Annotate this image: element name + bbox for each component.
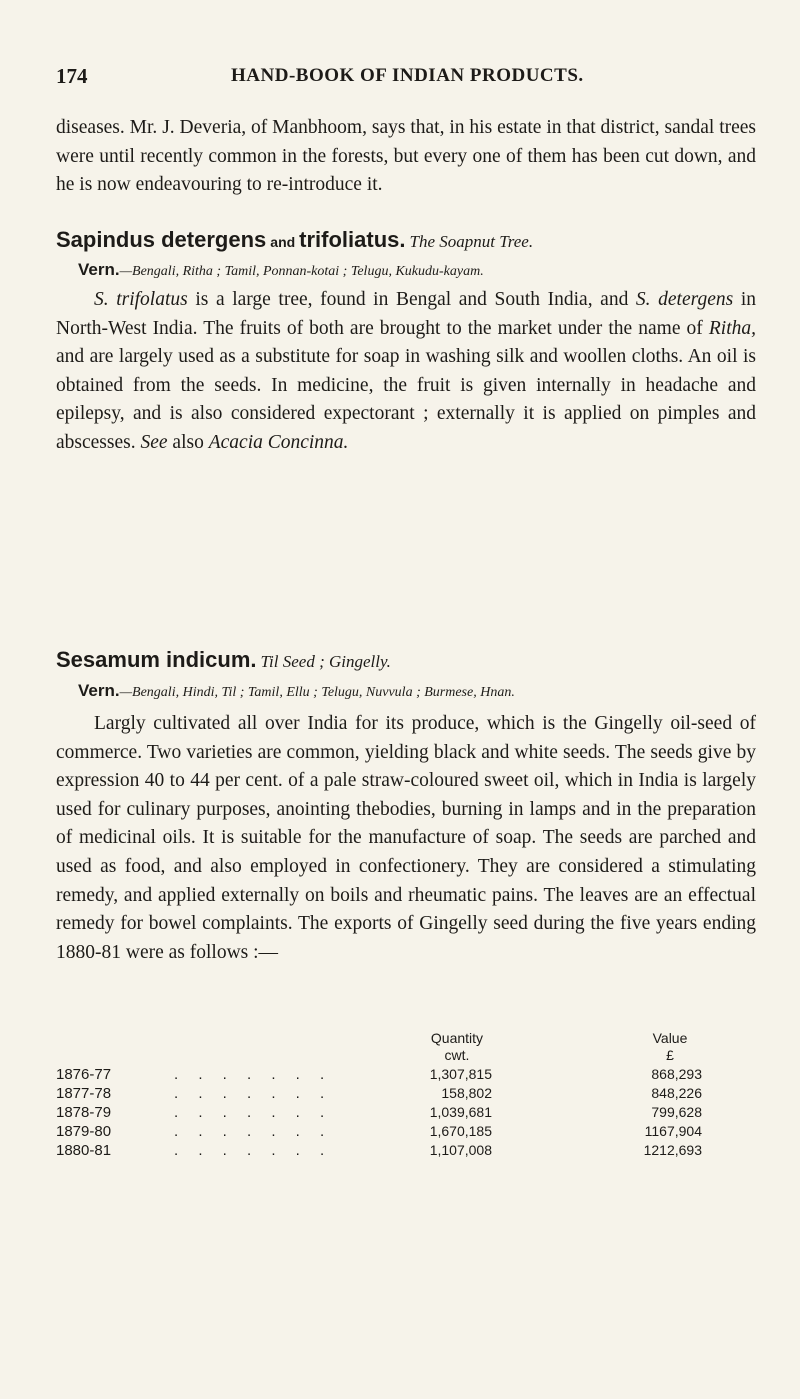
row-value: 868,293 [651, 1066, 702, 1082]
sapindus-text-2: in North-West India. The fruits of both are brought to the market under the name of [56, 289, 756, 339]
table-row [56, 1066, 756, 1084]
sapindus-ritha: Ritha, [708, 317, 756, 339]
sapindus-heading [56, 227, 533, 253]
sesamum-common-name: Til Seed ; Gingelly. [260, 652, 391, 671]
row-year: 1879-80 [56, 1123, 112, 1140]
table-row [56, 1104, 756, 1122]
sapindus-name-2: trifoliatus. [299, 227, 406, 252]
row-leader-dots: . . . . . . . [174, 1104, 333, 1121]
row-value: 1212,693 [643, 1142, 702, 1158]
sapindus-text-1: is a large tree, found in Bengal and South India, and [187, 289, 636, 310]
sesamum-heading [56, 647, 391, 673]
value-unit: £ [666, 1047, 674, 1063]
sapindus-name-1: Sapindus detergens [56, 227, 267, 252]
page-number: 174 [56, 64, 88, 88]
sapindus-see: See [140, 431, 168, 453]
row-quantity: 1,039,681 [429, 1104, 492, 1120]
table-row [56, 1142, 756, 1160]
value-label: Value [652, 1030, 688, 1046]
sesamum-name: Sesamum indicum. [56, 647, 257, 672]
sapindus-common-name: The Soapnut Tree. [409, 232, 534, 251]
row-value: 848,226 [651, 1085, 702, 1101]
book-page [56, 0, 756, 1399]
sapindus-cross-ref: Acacia Concinna. [208, 431, 349, 453]
row-quantity: 158,802 [441, 1085, 492, 1101]
quantity-header [412, 1030, 502, 1064]
sesamum-paragraph: Largly cultivated all over India for its produce, which is the Gingelly oil-seed of commerce. Two varieties are common, yielding black and white seeds. The seeds give by expression 40 to 44 per cent. of a pale straw-coloured sweet oil, which in India is largely used for culinary purposes, anointing thebodies, burning in lamps and in the preparation of medicinal oils. It is suitable for the manufacture of soap. The seeds are parched and used as food, and also employed in confectionery. They are considered a stimulating remedy, and applied externally on boils and rheumatic pains. The leaves are an effectual remedy for bowel complaints. The exports of Gingelly seed during the five years ending 1880-81 were as follows :— [56, 713, 756, 963]
row-quantity: 1,307,815 [429, 1066, 492, 1082]
row-quantity: 1,107,008 [429, 1142, 492, 1158]
sapindus-species-2: S. detergens [635, 289, 734, 310]
sesamum-vern-label: Vern. [78, 681, 120, 700]
sapindus-also: also [167, 431, 209, 453]
row-quantity: 1,670,185 [429, 1123, 492, 1139]
running-title: HAND-BOOK OF INDIAN PRODUCTS. [231, 65, 584, 86]
sapindus-text-3: and are largely used as a substitute for soap in washing silk and woollen cloths. An oil is obtained from the seeds. In medicine, the fruit is given internally in headache and epilepsy, and is also considered expectorant ; externally it is applied on pimples and abscesses. [56, 346, 756, 453]
sapindus-paragraph [56, 286, 756, 458]
row-leader-dots: . . . . . . . [174, 1142, 333, 1159]
row-value: 1167,904 [644, 1123, 702, 1139]
value-header [630, 1030, 710, 1064]
row-year: 1877-78 [56, 1085, 112, 1102]
row-year: 1878-79 [56, 1104, 112, 1121]
row-leader-dots: . . . . . . . [174, 1085, 333, 1102]
row-leader-dots: . . . . . . . [174, 1066, 333, 1083]
page-header [56, 64, 756, 94]
row-year: 1876-77 [56, 1066, 112, 1083]
row-value: 799,628 [651, 1104, 702, 1120]
sapindus-species-1: S. trifolatus [94, 289, 188, 310]
sesamum-vern-text: —Bengali, Hindi, Til ; Tamil, Ellu ; Telugu, Nuvvula ; Burmese, Hnan. [119, 685, 515, 700]
sapindus-vern-label: Vern. [78, 260, 120, 279]
quantity-unit: cwt. [444, 1047, 470, 1063]
sapindus-and: and [270, 234, 296, 250]
row-year: 1880-81 [56, 1142, 112, 1159]
intro-paragraph: diseases. Mr. J. Deveria, of Manbhoom, says that, in his estate in that district, sandal trees were until recently common in the forests, but every one of them has been cut down, and he is now endeavouring to re-introduce it. [56, 117, 756, 196]
sesamum-vernacular [78, 681, 778, 701]
quantity-label: Quantity [430, 1030, 484, 1046]
sapindus-vern-text: —Bengali, Ritha ; Tamil, Ponnan-kotai ; Telugu, Kukudu-kayam. [119, 264, 484, 279]
table-row [56, 1123, 756, 1141]
sapindus-vernacular [78, 260, 778, 280]
table-row [56, 1085, 756, 1103]
row-leader-dots: . . . . . . . [174, 1123, 333, 1140]
